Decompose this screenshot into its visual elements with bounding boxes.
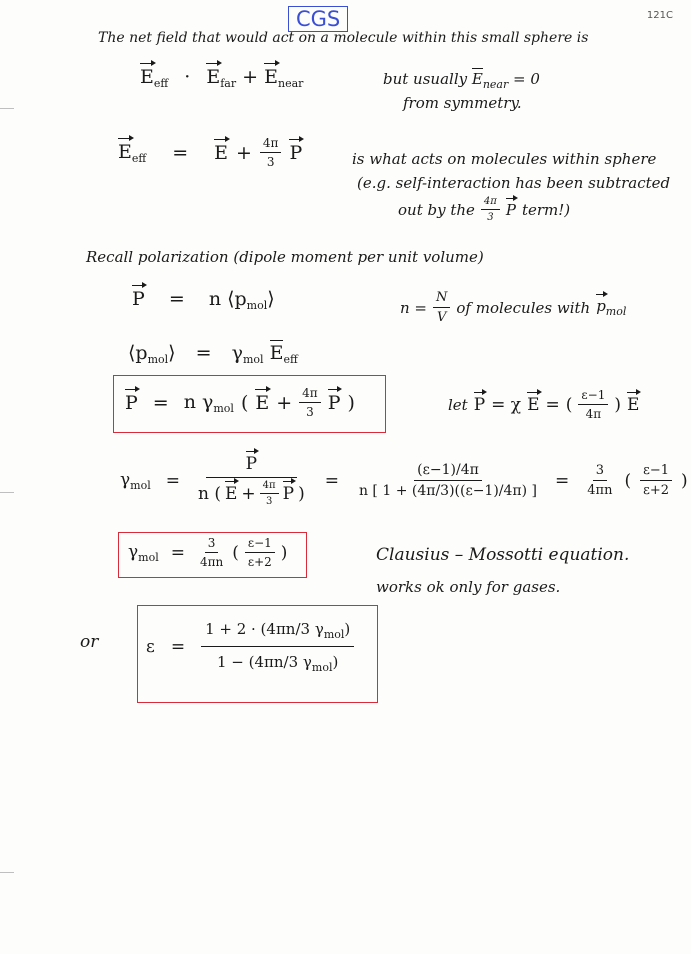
- symmetry-note: from symmetry.: [403, 94, 522, 112]
- text: = 0: [513, 70, 540, 88]
- vector-E: E: [140, 66, 154, 88]
- equals-sign: =: [168, 288, 185, 310]
- denominator: 4πn: [587, 483, 613, 498]
- effective-field-equation: $E_{eff} \cdot E_{far} + E_{near}$: [140, 66, 304, 90]
- vector-P: P: [473, 394, 486, 415]
- numerator: 4π: [260, 136, 282, 153]
- subscript: eff: [283, 353, 298, 366]
- equals-sign: =: [195, 342, 212, 364]
- equals-sign: =: [172, 141, 189, 164]
- numerator: 3: [593, 463, 607, 481]
- denominator: V: [436, 310, 447, 325]
- text: n ⟨p: [208, 288, 247, 310]
- margin-mark: [0, 492, 14, 493]
- plus-sign: +: [241, 483, 256, 504]
- denominator: 3: [306, 405, 314, 419]
- equals-sign: =: [152, 391, 169, 414]
- subscript: mol: [323, 628, 345, 641]
- subscript: near: [278, 77, 304, 90]
- note-line-1: is what acts on molecules within sphere: [352, 150, 657, 168]
- vector-E: E: [255, 391, 270, 414]
- subscript: mol: [213, 401, 234, 415]
- text: n =: [400, 298, 427, 317]
- intro-text: The net field that would act on a molecule within this small sphere is: [98, 30, 589, 46]
- vector-E: E: [206, 66, 221, 88]
- fraction: [356, 462, 540, 499]
- denominator: ε+2: [643, 483, 669, 498]
- gamma-symbol: γ: [231, 342, 243, 364]
- vector-E: E: [214, 141, 228, 164]
- text: term!): [521, 200, 571, 219]
- text: let: [448, 395, 468, 414]
- recall-text: Recall polarization (dipole moment per unit volume): [86, 248, 484, 266]
- fraction: [201, 620, 354, 674]
- vector-P: P: [282, 483, 295, 504]
- text: = χ: [491, 394, 522, 415]
- subscript: near: [482, 78, 509, 91]
- numerator: 4π: [299, 386, 321, 403]
- vector-E: E: [225, 483, 238, 504]
- numerator: (ε−1)/4π: [414, 462, 482, 481]
- note-line-3: [398, 196, 570, 223]
- subscript: mol: [138, 550, 159, 564]
- gamma-symbol: γ: [128, 541, 139, 562]
- numerator: N: [433, 290, 450, 308]
- fraction: [245, 536, 275, 569]
- denominator: 3: [265, 496, 273, 507]
- vector-E: E: [264, 66, 278, 88]
- text: n (: [198, 483, 221, 504]
- vector-E: E: [626, 394, 640, 415]
- text: ): [298, 483, 305, 504]
- fraction: [578, 388, 608, 421]
- numerator: ε−1: [640, 463, 672, 481]
- vector-E: E: [527, 394, 540, 415]
- numerator: [206, 454, 297, 478]
- gamma-symbol: γ: [120, 469, 131, 490]
- fraction: [197, 536, 226, 569]
- fraction: [260, 136, 282, 169]
- plus-sign: +: [236, 141, 252, 164]
- equals-sign: =: [555, 470, 570, 491]
- fraction: [640, 463, 672, 498]
- text: ⟨p: [128, 342, 148, 364]
- denominator: ε+2: [247, 555, 272, 569]
- vector-P: P: [327, 391, 341, 414]
- text: ⟩: [168, 342, 176, 364]
- vector-P: P: [245, 454, 258, 474]
- usually-note: [383, 70, 540, 91]
- vector-E: E: [118, 140, 132, 163]
- plus-sign: +: [242, 66, 259, 88]
- polarization-equation: [132, 288, 275, 312]
- E-symbol: E: [471, 70, 483, 88]
- fraction: [260, 480, 279, 507]
- text: ): [332, 653, 339, 671]
- susceptibility-relation: let P = χ E = ( $\frac{\varepsilon-1}{4\pi}$ ) E: [448, 388, 640, 421]
- margin-mark: [0, 108, 14, 109]
- equals-sign: =: [170, 637, 186, 657]
- denominator: [195, 478, 308, 507]
- text: ): [344, 620, 351, 638]
- text: but usually: [383, 70, 468, 88]
- text: n γ: [183, 390, 214, 413]
- denominator: [214, 647, 341, 674]
- page-title: CGS: [288, 6, 348, 32]
- text: of molecules with: [456, 298, 591, 317]
- fraction: [584, 463, 615, 498]
- paren: (: [240, 391, 249, 414]
- or-text: or: [80, 632, 99, 652]
- equals-sign: =: [165, 470, 180, 491]
- subscript: eff: [153, 77, 169, 90]
- fraction: [195, 454, 308, 507]
- denominator: 3: [266, 155, 275, 169]
- numerator: ε−1: [578, 388, 608, 405]
- note-line-2: (e.g. self-interaction has been subtracted: [357, 174, 671, 192]
- subscript: eff: [131, 151, 147, 165]
- subscript: mol: [130, 478, 151, 492]
- vector-P: P: [132, 288, 145, 310]
- paren: ): [347, 391, 355, 414]
- boxed-polarization-content: [125, 386, 355, 419]
- denominator: n [ 1 + (4π/3)((ε−1)/4π) ]: [358, 483, 538, 499]
- text: 1 + 2 · (4πn/3 γ: [205, 620, 324, 638]
- subscript: mol: [147, 353, 169, 366]
- margin-mark: [0, 872, 14, 873]
- number-density-note: [400, 290, 626, 325]
- gases-note: works ok only for gases.: [376, 578, 561, 596]
- denominator: 3: [487, 212, 494, 223]
- boxed-gamma-content: $\gamma_{mol}$ = $\frac{3}{4\pi n}$ ( $\frac{\varepsilon-1}{\varepsilon+2}$ ): [128, 536, 288, 569]
- equals-sign: =: [170, 542, 185, 563]
- clausius-mossotti-label: Clausius – Mossotti equation.: [376, 545, 630, 565]
- subscript: mol: [605, 305, 627, 318]
- subscript: mol: [311, 661, 333, 674]
- fraction: [433, 290, 450, 325]
- text: 1 − (4πn/3 γ: [216, 653, 312, 671]
- dipole-equation: [128, 342, 298, 366]
- text: out by the: [398, 200, 475, 219]
- denominator: 4πn: [200, 555, 224, 569]
- page-number: 121C: [646, 10, 673, 21]
- equals-sign: =: [545, 394, 560, 415]
- subscript: far: [220, 77, 237, 90]
- equals-sign: =: [324, 470, 339, 491]
- fraction: [481, 196, 500, 223]
- effective-field-lorentz: [118, 136, 302, 169]
- numerator: 3: [205, 536, 219, 553]
- fraction: [299, 386, 321, 419]
- boxed-epsilon-content: [146, 620, 354, 674]
- numerator: ε−1: [245, 536, 275, 553]
- subscript: mol: [246, 299, 268, 312]
- numerator: 4π: [260, 480, 279, 494]
- gamma-derivation: $\gamma_{mol}$ = P n ( E + $\frac{4\pi}{3}$ P ) = $\frac{(\varepsilon-1)/4\pi}{n [ 1 + (4\pi/3)((\varepsilon-1)/4\pi) ]}$ = $\frac{3}{4\pi n}$ ( $\frac{\varepsilon-1}{\varepsilon+2}$ ): [120, 454, 688, 507]
- vector-p: p: [596, 297, 606, 315]
- plus-sign: +: [276, 391, 293, 414]
- vector-P: P: [289, 141, 303, 164]
- vector-P: P: [125, 391, 138, 414]
- denominator: 4π: [585, 407, 602, 421]
- vector-P: P: [505, 200, 516, 219]
- text: ⟩: [267, 288, 275, 310]
- subscript: mol: [242, 353, 264, 366]
- epsilon-symbol: ε: [146, 637, 155, 657]
- E-symbol: E: [269, 342, 284, 364]
- numerator: [201, 620, 354, 647]
- numerator: 4π: [481, 196, 500, 210]
